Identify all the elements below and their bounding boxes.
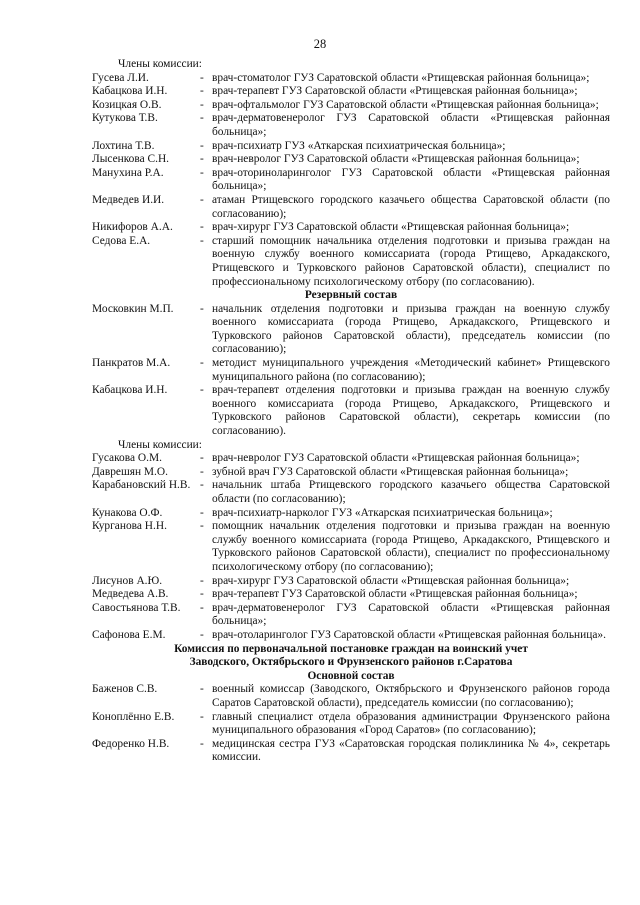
member-name: Московкин М.П. [92, 302, 174, 315]
member-role: начальник отделения подготовки и призыва граждан на военную службу военного комиссариата (города Ртищево, Аркадакского, Ртищевского и Турковского районов Саратовской области), председатель комиссии (по согласованию); [212, 302, 610, 356]
member-name: Федоренко Н.В. [92, 737, 170, 750]
member-name: Никифоров А.А. [92, 221, 173, 234]
list-dash: - [200, 710, 204, 723]
list-dash: - [200, 683, 204, 696]
member-name: Лохтина Т.В. [92, 139, 155, 152]
member-entry [92, 711, 610, 738]
member-name: Кутукова Т.В. [92, 112, 158, 125]
member-name: Сафонова Е.М. [92, 628, 166, 641]
list-dash: - [200, 85, 204, 98]
member-entry [92, 629, 610, 643]
list-dash: - [200, 737, 204, 750]
member-entry [92, 99, 610, 113]
list-dash: - [200, 479, 204, 492]
member-name: Карабановский Н.В. [92, 479, 191, 492]
member-name: Коноплённо Е.В. [92, 710, 175, 723]
member-entry [92, 384, 610, 438]
list-dash: - [200, 506, 204, 519]
member-entry [92, 112, 610, 139]
member-entry [92, 479, 610, 506]
member-name: Даврешян М.О. [92, 465, 168, 478]
members-heading: Члены комиссии: [118, 58, 202, 70]
member-role: врач-хирург ГУЗ Саратовской области «Ртищевская районная больница»; [212, 221, 570, 234]
member-name: Козицкая О.В. [92, 98, 162, 111]
composition-title: Основной состав [307, 669, 395, 682]
member-role: врач-дерматовенеролог ГУЗ Саратовской области «Ртищевская районная больница»; [212, 112, 610, 138]
member-role: врач-психиатр-нарколог ГУЗ «Аткарская психиатрическая больница»; [212, 506, 553, 519]
member-entry [92, 683, 610, 710]
list-dash: - [200, 193, 204, 206]
member-role: атаман Ртищевского городского казачьего общества Саратовской области (по согласованию); [212, 193, 610, 220]
list-dash: - [200, 153, 204, 166]
member-role: врач-дерматовенеролог ГУЗ Саратовской области «Ртищевская районная больница»; [212, 601, 610, 628]
member-name: Кунакова О.Ф. [92, 506, 163, 519]
members-heading: Члены комиссии: [118, 438, 202, 451]
member-role: главный специалист отдела образования администрации Фрунзенского района муниципального образования «Город Саратов» (по согласованию); [212, 710, 610, 737]
list-dash: - [200, 588, 204, 601]
list-dash: - [200, 465, 204, 478]
list-dash: - [200, 139, 204, 152]
member-entry [92, 466, 610, 480]
member-role: помощник начальник отделения подготовки и призыва граждан на военную службу военного комиссариата (города Ртищево, Аркадакского, Ртищевского и Турковского районов Саратовской области), специалист по профессиональному психологическому отбору (по согласованию); [212, 520, 610, 573]
list-dash: - [200, 71, 204, 84]
member-entry [92, 602, 610, 629]
member-name: Баженов С.В. [92, 683, 158, 696]
member-name: Панкратов М.А. [92, 357, 171, 370]
member-entry [92, 235, 610, 289]
list-dash: - [200, 520, 204, 533]
list-dash: - [200, 357, 204, 370]
member-name: Савостьянова Т.В. [92, 601, 181, 614]
list-dash: - [200, 601, 204, 614]
member-name: Лисунов А.Ю. [92, 574, 163, 587]
member-role: старший помощник начальника отделения подготовки и призыва граждан на военную службу военного комиссариата (города Ртищево, Аркадакского, Ртищевского и Турковского районов Саратовской области), специалист по профессиональному психологическому отбору (по согласованию). [212, 234, 610, 288]
composition-title: Резервный состав [304, 289, 398, 302]
member-name: Курганова Н.Н. [92, 520, 167, 533]
member-name: Кабацкова И.Н. [92, 384, 168, 397]
member-entry [92, 194, 610, 221]
member-role: врач-оториноларинголог ГУЗ Саратовской области «Ртищевская районная больница»; [212, 166, 610, 193]
member-entry [92, 303, 610, 357]
member-role: начальник штаба Ртищевского городского казачьего общества Саратовской области (по согласованию); [212, 479, 610, 505]
list-dash: - [200, 302, 204, 315]
member-role: врач-терапевт ГУЗ Саратовской области «Ртищевская районная больница»; [212, 588, 578, 601]
list-dash: - [200, 628, 204, 641]
member-role: медицинская сестра ГУЗ «Саратовская городская поликлиника № 4», секретарь комиссии. [212, 737, 610, 764]
member-role: врач-стоматолог ГУЗ Саратовской области «Ртищевская районная больница»; [212, 71, 590, 84]
member-name: Гусева Л.И. [92, 71, 149, 84]
member-name: Кабацкова И.Н. [92, 85, 168, 98]
member-entry [92, 140, 610, 154]
list-dash: - [200, 221, 204, 234]
member-name: Медведева А.В. [92, 588, 169, 601]
member-role: врач-невролог ГУЗ Саратовской области «Ртищевская районная больница»; [212, 153, 580, 166]
list-dash: - [200, 384, 204, 397]
page-number: 28 [313, 37, 327, 51]
list-dash: - [200, 166, 204, 179]
member-name: Гусакова О.М. [92, 452, 162, 465]
member-name: Медведев И.И. [92, 193, 165, 206]
member-role: врач-психиатр ГУЗ «Аткарская психиатрическая больница»; [212, 139, 506, 152]
member-entry [92, 507, 610, 521]
member-entry [92, 738, 610, 765]
member-role: врач-хирург ГУЗ Саратовской области «Ртищевская районная больница»; [212, 574, 570, 587]
document-body [92, 58, 610, 765]
list-dash: - [200, 112, 204, 125]
member-entry [92, 167, 610, 194]
member-role: зубной врач ГУЗ Саратовской области «Ртищевская районная больница»; [212, 465, 569, 478]
member-role: врач-терапевт ГУЗ Саратовской области «Ртищевская районная больница»; [212, 85, 578, 98]
list-dash: - [200, 98, 204, 111]
member-entry [92, 588, 610, 602]
member-name: Лысенкова С.Н. [92, 153, 170, 166]
member-role: врач-отоларинголог ГУЗ Саратовской области «Ртищевская районная больница». [212, 628, 606, 641]
member-name: Манухина Р.А. [92, 166, 164, 179]
member-entry [92, 221, 610, 235]
member-role: методист муниципального учреждения «Методический кабинет» Ртищевского муниципального района (по согласованию); [212, 357, 610, 383]
member-entry [92, 72, 610, 86]
list-dash: - [200, 452, 204, 465]
member-role: врач-терапевт отделения подготовки и призыва граждан на военную службу военного комиссариата (города Ртищево, Аркадакского, Ртищевского и Турковского районов Саратовской области), секретарь комиссии (по согласованию). [212, 384, 610, 438]
member-role: военный комиссар (Заводского, Октябрьского и Фрунзенского районов города Саратов Саратовской области), председатель комиссии (по согласованию); [212, 683, 610, 709]
member-name: Седова Е.А. [92, 234, 151, 247]
member-entry [92, 153, 610, 167]
member-entry [92, 85, 610, 99]
commission-title: Комиссия по первоначальной постановке граждан на воинский учет [174, 642, 528, 655]
list-dash: - [200, 574, 204, 587]
list-dash: - [200, 234, 204, 247]
member-entry [92, 575, 610, 589]
member-role: врач-офтальмолог ГУЗ Саратовской области «Ртищевская районная больница»; [212, 98, 599, 111]
member-entry [92, 357, 610, 384]
commission-title: Заводского, Октябрьского и Фрунзенского районов г.Саратова [189, 656, 513, 669]
member-entry [92, 520, 610, 574]
member-entry [92, 452, 610, 466]
member-role: врач-невролог ГУЗ Саратовской области «Ртищевская районная больница»; [212, 452, 580, 465]
